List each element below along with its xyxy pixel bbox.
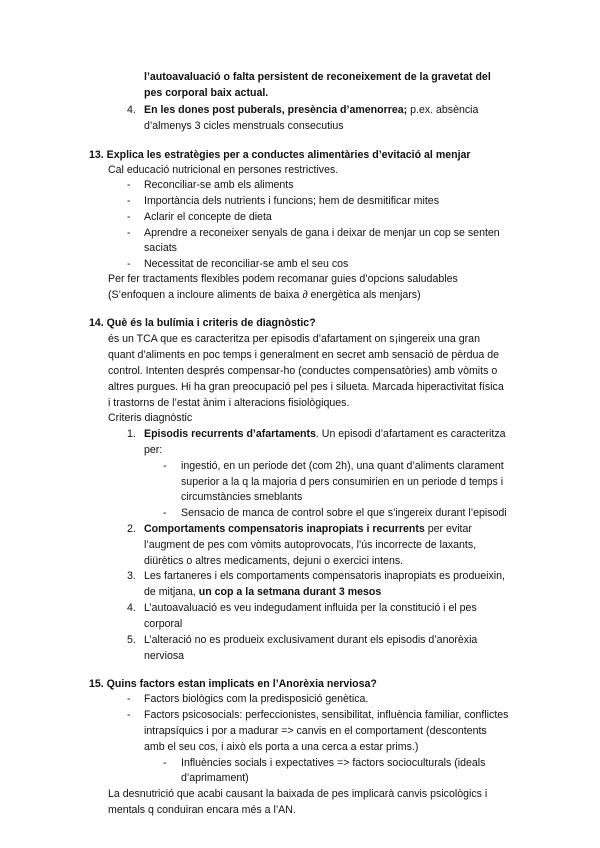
q14-item5-line2: nerviosa bbox=[144, 650, 185, 662]
intro-item4-rest: p.ex. absència bbox=[407, 104, 479, 116]
q14-heading: 14. Què és la bulímia i criteris de diagnòstic? bbox=[89, 317, 316, 329]
q14-item2-line1 bbox=[144, 522, 472, 536]
q15-bullet-dash: - bbox=[127, 693, 131, 705]
q14-item2-line2: l’augment de pes com vòmits autoprovocats, l’ús incorrecte de laxants, bbox=[144, 539, 477, 551]
q14-item5-line1: L’alteració no es produeix exclusivament durant els episodis d’anorèxia bbox=[144, 634, 478, 646]
q14-item1-line1 bbox=[144, 427, 506, 441]
q14-item1-rest: . Un episodi d’afartament es caracteritza bbox=[315, 428, 506, 440]
q14-item1-line2: per: bbox=[144, 444, 163, 456]
q14-item4-line1: L’autoavaluació es veu indegudament influida per la constitució i el pes bbox=[144, 602, 477, 614]
intro-cont-line1: l’autoavaluació o falta persistent de reconeixement de la gravetat del bbox=[144, 71, 491, 83]
q14-sub2: Sensacio de manca de control sobre el que s’ingereix durant l’episodi bbox=[181, 507, 507, 519]
q13-bullet-dash: - bbox=[127, 258, 131, 270]
q13-bullet-5: Necessitat de reconciliar-se amb el seu cos bbox=[144, 258, 349, 270]
intro-item4-number: 4. bbox=[127, 104, 136, 116]
q14-sub-dash: - bbox=[163, 460, 167, 472]
q15-sub-line1: Influències socials i expectatives => factors socioculturals (ideals bbox=[181, 757, 486, 769]
q14-sub-dash: - bbox=[163, 507, 167, 519]
q15-outro-line1: La desnutrició que acabi causant la baixada de pes implicarà canvis psicològics i bbox=[108, 788, 488, 800]
q15-bullet-dash: - bbox=[127, 709, 131, 721]
q13-intro: Cal educació nutricional en persones restrictives. bbox=[108, 164, 339, 176]
q14-para-line2: quant d’aliments en poc temps i generalment en secret amb sensació de pèrdua de bbox=[108, 349, 500, 361]
q14-item2-line3: diürètics o altres medicaments, dejuni o exercici intens. bbox=[144, 555, 404, 567]
q14-item2-rest: per evitar bbox=[424, 523, 472, 535]
q14-item5-number: 5. bbox=[127, 634, 136, 646]
q14-item3-bold: un cop a la setmana durant 3 mesos bbox=[198, 586, 382, 598]
q13-bullet-2: Importància dels nutrients i funcions; hem de desmitificar mites bbox=[144, 195, 439, 207]
q15-outro-line2: mentals q conduiran encara més a l’AN. bbox=[108, 804, 296, 816]
q13-heading: 13. Explica les estratègies per a conductes alimentàries d’evitació al menjar bbox=[89, 149, 471, 161]
q14-item1-bold: Episodis recurrents d’afartaments bbox=[144, 428, 316, 440]
intro-cont-line2: pes corporal baix actual. bbox=[144, 87, 269, 99]
q14-item3-number: 3. bbox=[127, 570, 136, 582]
q15-bullet-2-line2: intrapsíquics i por a madurar => canvis en el comportament (descontents bbox=[144, 725, 487, 737]
q14-sub1-line3: circumstàncies smeblants bbox=[181, 491, 303, 503]
q13-bullet-dash: - bbox=[127, 195, 131, 207]
q14-criteria-label: Criteris diagnòstic bbox=[108, 412, 193, 424]
q13-bullet-3: Aclarir el concepte de dieta bbox=[144, 211, 272, 223]
q13-outro-line2: (S’enfoquen a incloure aliments de baixa ∂ energètica als menjars) bbox=[108, 289, 421, 301]
q13-bullet-dash: - bbox=[127, 227, 131, 239]
q14-para-line5: i trastorns de l’estat ànim i alteracions fisiològiques. bbox=[108, 397, 350, 409]
q14-item2-bold: Comportaments compensatoris inapropiats i recurrents bbox=[144, 523, 425, 535]
q14-sub1-line2: superior a la q la majoria d pers consumirien en un periode d temps i bbox=[181, 476, 504, 488]
q14-item3-line1: Les fartaneres i els comportaments compensatoris inapropiats es produeixin, bbox=[144, 570, 505, 582]
q14-para-line4: altres purgues. Hi ha gran preocupació pel pes i silueta. Marcada hiperactivitat física bbox=[108, 381, 504, 393]
intro-item4-bold: En les dones post puberals, presència d’amenorrea; bbox=[144, 104, 408, 116]
q15-bullet-2-line3: amb el seu cos, i això els porta a una cerca a estar prims.) bbox=[144, 741, 419, 753]
q13-bullet-4: Aprendre a reconeixer senyals de gana i deixar de menjar un cop se senten bbox=[144, 227, 500, 239]
q14-item4-number: 4. bbox=[127, 602, 136, 614]
q14-para-line3: control. Intenten després compensar-ho (conductes compensatòries) amb vòmits o bbox=[108, 365, 498, 377]
q15-sub-dash: - bbox=[163, 757, 167, 769]
q14-item2-number: 2. bbox=[127, 523, 136, 535]
q13-outro-line1: Per fer tractaments flexibles podem recomanar guies d’opcions saludables bbox=[108, 273, 458, 285]
q13-bullet-dash: - bbox=[127, 211, 131, 223]
q14-item3-line2 bbox=[144, 585, 381, 599]
intro-item4-line2: d’almenys 3 cicles menstruals consecutius bbox=[144, 120, 344, 132]
q14-item3-pre: de mitjana, bbox=[144, 586, 199, 598]
q14-para-line1: és un TCA que es caracteritza per episodis d’afartament on s¡ingereix una gran bbox=[108, 333, 480, 345]
q14-item4-line2: corporal bbox=[144, 618, 183, 630]
q13-bullet-1: Reconciliar-se amb els aliments bbox=[144, 179, 294, 191]
q15-heading: 15. Quins factors estan implicats en l’Anorèxia nerviosa? bbox=[89, 678, 377, 690]
q15-bullet-2-line1: Factors psicosocials: perfeccionistes, sensibilitat, influència familiar, conflictes bbox=[144, 709, 509, 721]
intro-item4-line1 bbox=[144, 103, 478, 117]
q14-item1-number: 1. bbox=[127, 428, 136, 440]
q14-sub1-line1: ingestió, en un periode det (com 2h), una quant d’aliments clarament bbox=[181, 460, 504, 472]
q15-sub-line2: d’aprimament) bbox=[181, 772, 249, 784]
q15-bullet-1: Factors biològics com la predisposició genètica. bbox=[144, 693, 369, 705]
q13-bullet-dash: - bbox=[127, 179, 131, 191]
q13-bullet-4-cont: saciats bbox=[144, 242, 177, 254]
